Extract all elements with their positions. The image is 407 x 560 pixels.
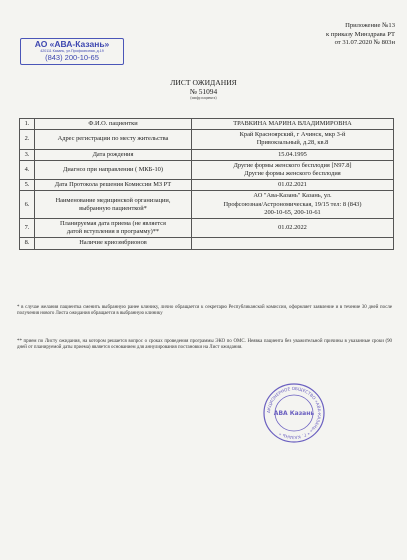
- row-value-line: Другие формы женского бесплодия: [244, 170, 341, 178]
- row-value-line: Другие формы женского бесплодия [N97.8]: [233, 161, 352, 169]
- row-number: 4.: [20, 160, 35, 179]
- row-label: [35, 238, 192, 249]
- row-value: [192, 180, 394, 191]
- row-value-line: 01.02.2021: [278, 181, 307, 189]
- row-label: [35, 119, 192, 130]
- row-label-line: датой вступления в программу)**: [66, 228, 160, 236]
- row-value-line: 15.04.1995: [278, 150, 307, 158]
- table-row: [20, 238, 394, 249]
- row-label-line: Планируемая дата приема (не является: [60, 220, 166, 228]
- footnote-1: * в случае желания пациентка сменить выбранную ранее клинику, лично обращается к секретарю Республиканской комиссии, оформляет заявление и в течение 30 дней после получения нового Листа ожидания обращается в выбранную клинику: [17, 305, 392, 317]
- row-label-line: Ф.И.О. пациентки: [88, 120, 138, 127]
- row-number: 6.: [20, 191, 35, 219]
- row-label-line: Дата Протокола решения Комиссии МЗ РТ: [54, 181, 172, 189]
- seal-ring-text: АКЦИОНЕРНОЕ ОБЩЕСТВО «АВА-КАЗАНЬ» * Г. КАЗАНЬ *: [265, 385, 323, 441]
- row-value: [192, 130, 394, 149]
- table-row: [20, 180, 394, 191]
- organization-stamp: [20, 38, 124, 65]
- row-label: [35, 180, 192, 191]
- row-value: [192, 149, 394, 160]
- stamp-address: 420111 Казань, ул.Профсоюзная, д.19: [40, 49, 104, 53]
- table-row: [20, 160, 394, 179]
- row-label: [35, 149, 192, 160]
- title-subtitle: (шифр пациента): [190, 96, 217, 100]
- footnote-2: ** прием по Листу ожидания, на котором решается вопрос о сроках проведения программы ЭКО по ОМС. Неявка пациента без уважительной причины в указанные сроки (90 дней от планируемой даты приема) является основанием для аннулирования постановки на Лист ожидания.: [17, 339, 392, 351]
- row-label: [35, 130, 192, 149]
- document-title: [0, 78, 407, 101]
- row-label-line: Наименование медицинской организации,: [55, 196, 171, 204]
- row-value: [192, 119, 394, 130]
- table-row: [20, 119, 394, 130]
- title-number: № 51094: [189, 87, 218, 96]
- table-row: [20, 191, 394, 219]
- row-value-line: Край Красноярский, г Ачинск, мкр 3-й: [239, 131, 346, 139]
- row-number: 7.: [20, 219, 35, 238]
- row-number: 5.: [20, 180, 35, 191]
- row-number: 3.: [20, 149, 35, 160]
- waiting-list-table: [19, 118, 394, 250]
- row-label-line: Дата рождения: [92, 150, 134, 158]
- seal-center-text: АВА Казань: [273, 410, 315, 417]
- row-value: [192, 160, 394, 179]
- row-value-line: ТРАВКИНА МАРИНА ВЛАДИМИРОВНА: [233, 120, 352, 127]
- row-value-line: Привокзальный, д.28, кв.8: [256, 139, 329, 147]
- row-label-line: выбранную пациенткой*: [79, 204, 147, 212]
- title-heading: ЛИСТ ОЖИДАНИЯ: [170, 78, 237, 87]
- stamp-org-name: АО «АВА-Казань»: [34, 39, 110, 49]
- row-value-line: 01.02.2022: [278, 224, 307, 232]
- appendix-line-3: от 31.07.2020 № 803н: [334, 39, 395, 47]
- appendix-header: [326, 22, 395, 48]
- row-value-line: Профсоюзная/Астрономическая, 19/15 тел: 8 (843): [223, 200, 362, 208]
- row-number: 1.: [20, 119, 35, 130]
- appendix-line-1: Приложение №13: [345, 22, 395, 29]
- row-value-line: 200-10-65, 200-10-61: [264, 208, 321, 216]
- row-label-line: Адрес регистрации по месту жительства: [57, 135, 169, 143]
- table-row: [20, 219, 394, 238]
- row-value-line: [195, 240, 390, 248]
- row-value: [192, 238, 394, 249]
- table-row: [20, 130, 394, 149]
- row-number: 8.: [20, 238, 35, 249]
- appendix-line-2: к приказу Минздрава РТ: [325, 30, 395, 38]
- round-seal: [262, 382, 326, 444]
- row-value: [192, 219, 394, 238]
- row-label: [35, 191, 192, 219]
- row-value: [192, 191, 394, 219]
- table-row: [20, 149, 394, 160]
- row-label: [35, 160, 192, 179]
- row-label: [35, 219, 192, 238]
- row-label-line: Диагноз при направлении ( МКБ-10): [62, 165, 164, 173]
- row-value-line: АО "Ава-Казань" Казань, ул.: [253, 192, 332, 200]
- row-number: 2.: [20, 130, 35, 149]
- row-label-line: Наличие криоэмбрионов: [79, 239, 147, 247]
- stamp-phone: (843) 200-10-65: [45, 53, 99, 62]
